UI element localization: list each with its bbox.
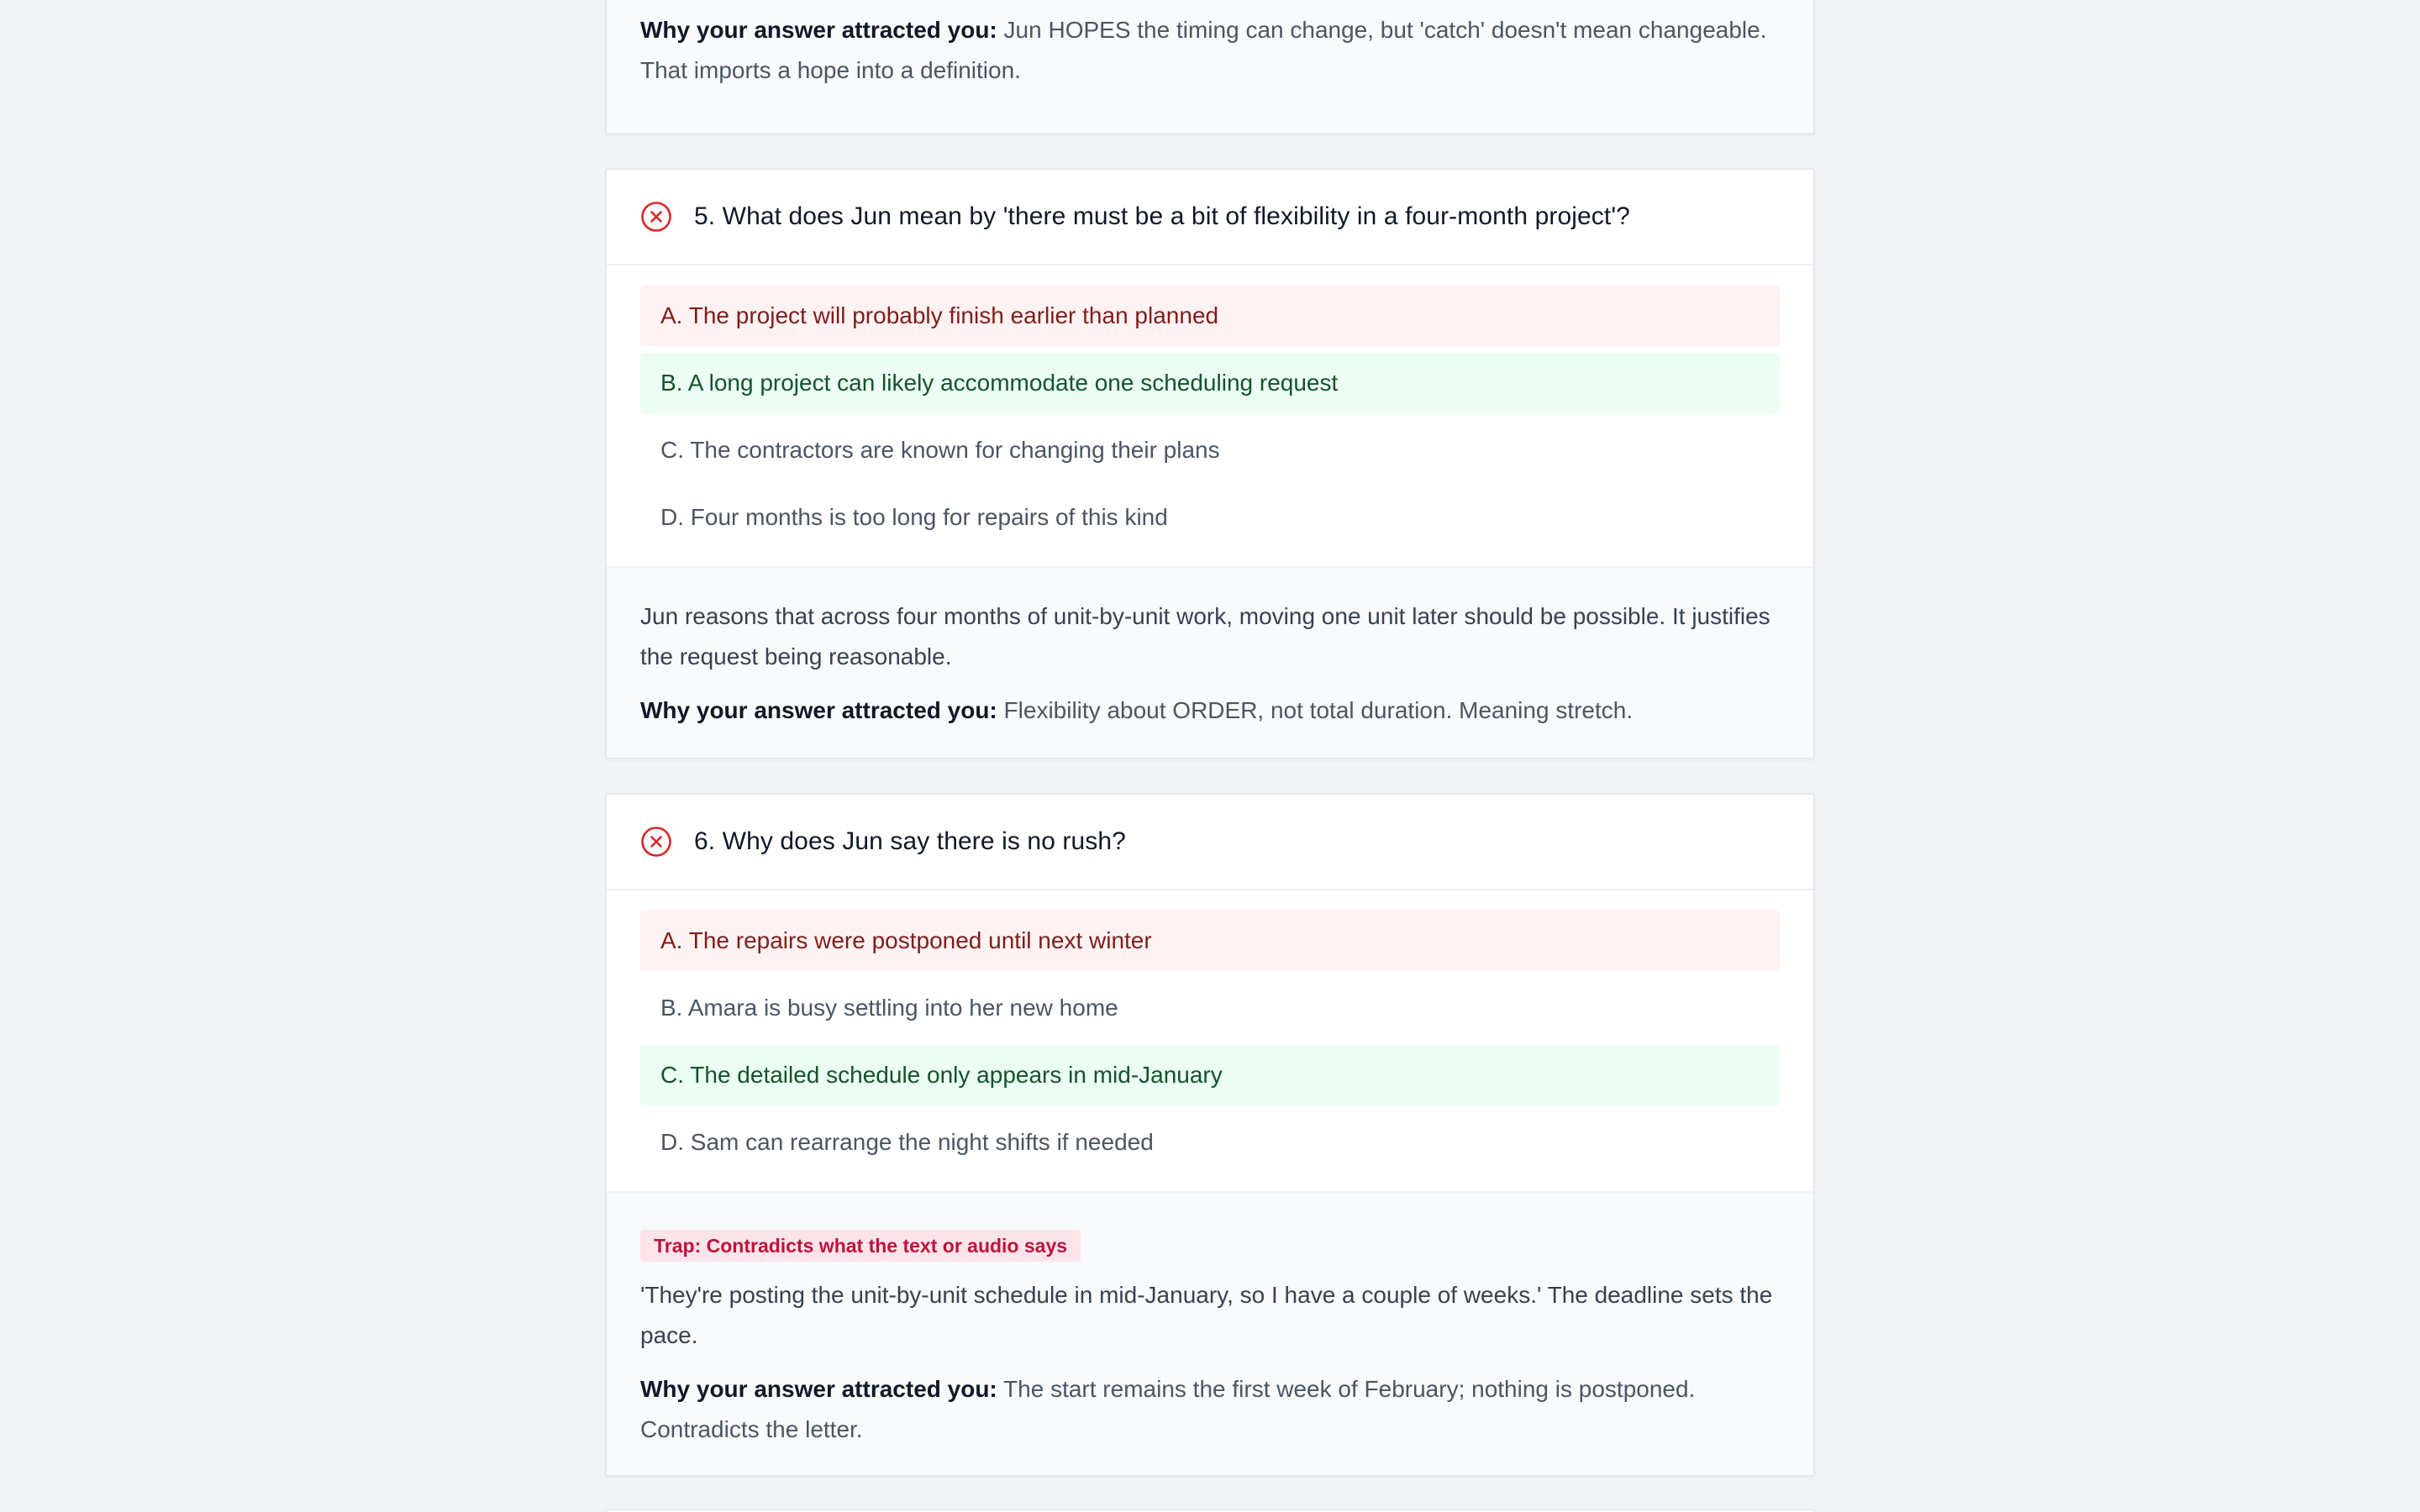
x-circle-icon xyxy=(640,826,672,858)
why-label: Why your answer attracted you: xyxy=(640,697,997,723)
x-circle-icon xyxy=(640,201,672,233)
why-label: Why your answer attracted you: xyxy=(640,17,997,43)
why-answer-attracted xyxy=(640,690,1780,731)
why-text: Flexibility about ORDER, not total duration. Meaning stretch. xyxy=(1003,697,1634,723)
option-c[interactable]: C. The contractors are known for changing their plans xyxy=(660,437,1220,463)
option-b-correct[interactable]: B. A long project can likely accommodate one scheduling request xyxy=(640,353,1780,413)
explanation-text: Jun reasons that across four months of unit-by-unit work, moving one unit later should be possible. It justifies the request being reasonable. xyxy=(640,603,1770,669)
why-answer-attracted xyxy=(640,1369,1780,1450)
explanation-text: 'They're posting the unit-by-unit schedule in mid-January, so I have a couple of weeks.' The deadline sets the pace. xyxy=(640,1282,1773,1348)
option-c-correct[interactable]: C. The detailed schedule only appears in mid-January xyxy=(640,1045,1780,1105)
option-a-selected-wrong[interactable]: A. The project will probably finish earlier than planned xyxy=(640,286,1780,346)
question-title: 5. What does Jun mean by 'there must be a bit of flexibility in a four-month project'? xyxy=(694,202,1630,230)
option-a-selected-wrong[interactable]: A. The repairs were postponed until next winter xyxy=(640,911,1780,971)
question-card-6 xyxy=(605,793,1815,1477)
question-card-5 xyxy=(605,168,1815,759)
question-card-7 xyxy=(605,1509,1815,1512)
option-d[interactable]: D. Four months is too long for repairs of this kind xyxy=(660,504,1168,530)
why-answer-attracted xyxy=(640,10,1780,91)
trap-badge: Trap: Contradicts what the text or audio says xyxy=(640,1230,1081,1262)
question-header xyxy=(607,170,1813,265)
why-text: The start remains the first week of February; nothing is postponed. Contradicts the letter. xyxy=(640,1376,1696,1442)
question-card-4 xyxy=(605,0,1815,134)
option-d[interactable]: D. Sam can rearrange the night shifts if needed xyxy=(660,1129,1154,1155)
why-label: Why your answer attracted you: xyxy=(640,1376,997,1402)
options-list xyxy=(607,265,1813,566)
explanation-panel xyxy=(607,1191,1813,1477)
option-b[interactable]: B. Amara is busy settling into her new home xyxy=(660,995,1118,1021)
explanation-panel xyxy=(607,566,1813,758)
question-title: 6. Why does Jun say there is no rush? xyxy=(694,827,1126,855)
options-list xyxy=(607,890,1813,1191)
why-text: Jun HOPES the timing can change, but 'catch' doesn't mean changeable. That imports a hope into a definition. xyxy=(640,17,1767,83)
question-header xyxy=(607,795,1813,890)
explanation-panel xyxy=(607,0,1813,134)
